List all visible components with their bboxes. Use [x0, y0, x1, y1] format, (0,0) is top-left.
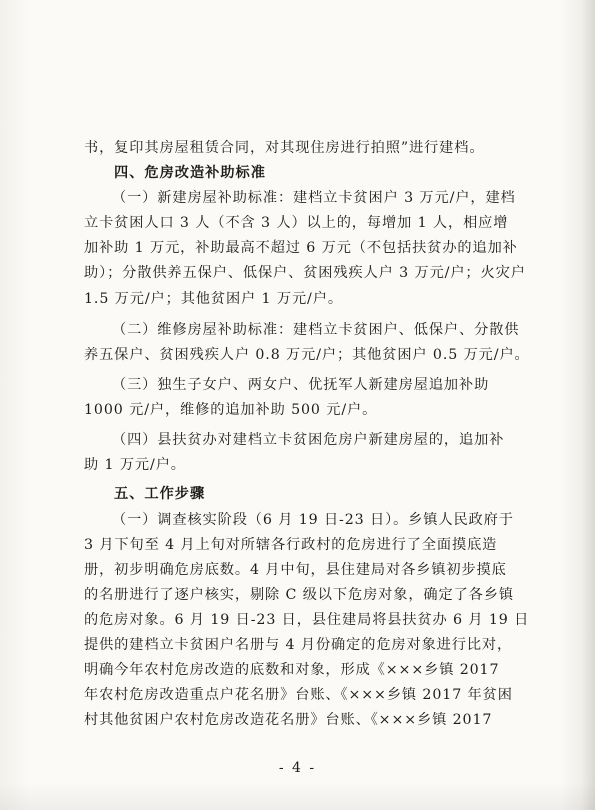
bottom-bleed	[0, 782, 595, 810]
body-line: 1000 元/户，维修的追加补助 500 元/户。	[84, 402, 378, 418]
body-line: （一）调查核实阶段（6 月 19 日-23 日）。乡镇人民政府于	[112, 512, 514, 528]
section-heading: 四、危房改造补助标准	[114, 165, 266, 181]
body-line: （一）新建房屋补助标准：建档立卡贫困户 3 万元/户，建档	[112, 190, 516, 206]
body-line: （四）县扶贫办对建档立卡贫困危房户新建房屋的，追加补	[112, 432, 505, 448]
body-line: 书，复印其房屋租赁合同，对其现住房进行拍照”进行建档。	[84, 140, 485, 156]
body-line: 助）；分散供养五保户、低保户、贫困残疾人户 3 万元/户；火灾户	[84, 265, 526, 281]
body-line: 助 1 万元/户。	[84, 457, 186, 473]
page-number: - 4 -	[278, 760, 317, 776]
body-line: 村其他贫困户农村危房改造花名册》台账、《×××乡镇 2017	[84, 712, 493, 728]
body-line: 提供的建档立卡贫困户名册与 4 月份确定的危房对象进行比对，	[84, 637, 513, 653]
body-line: 立卡贫困人口 3 人（不含 3 人）以上的，每增加 1 人，相应增	[84, 215, 509, 231]
body-line: （三）独生子女户、两女户、优抚军人新建房屋追加补助	[112, 377, 490, 393]
body-line: 的名册进行了逐户核实，剔除 C 级以下危房对象，确定了各乡镇	[84, 587, 514, 603]
body-line: 的危房对象。6 月 19 日-23 日，县住建局将县扶贫办 6 月 19 日	[84, 612, 530, 628]
body-line: 册，初步明确危房底数。4 月中旬，县住建局对各乡镇初步摸底	[84, 562, 507, 578]
body-line: 养五保户、贫困残疾人户 0.8 万元/户；其他贫困户 0.5 万元/户。	[84, 347, 530, 363]
body-line: 加补助 1 万元，补助最高不超过 6 万元（不包括扶贫办的追加补	[84, 240, 518, 256]
body-line: （二）维修房屋补助标准：建档立卡贫困户、低保户、分散供	[112, 322, 520, 338]
body-line: 明确今年农村危房改造的底数和对象，形成《×××乡镇 2017	[84, 662, 500, 678]
body-line: 年农村危房改造重点户花名册》台账、《×××乡镇 2017 年贫困	[84, 687, 513, 703]
page-edge-shadow	[581, 0, 595, 810]
section-heading: 五、工作步骤	[114, 486, 206, 502]
body-line: 1.5 万元/户；其他贫困户 1 万元/户。	[84, 291, 343, 307]
body-line: 3 月下旬至 4 月上旬对所辖各行政村的危房进行了全面摸底造	[84, 537, 498, 553]
